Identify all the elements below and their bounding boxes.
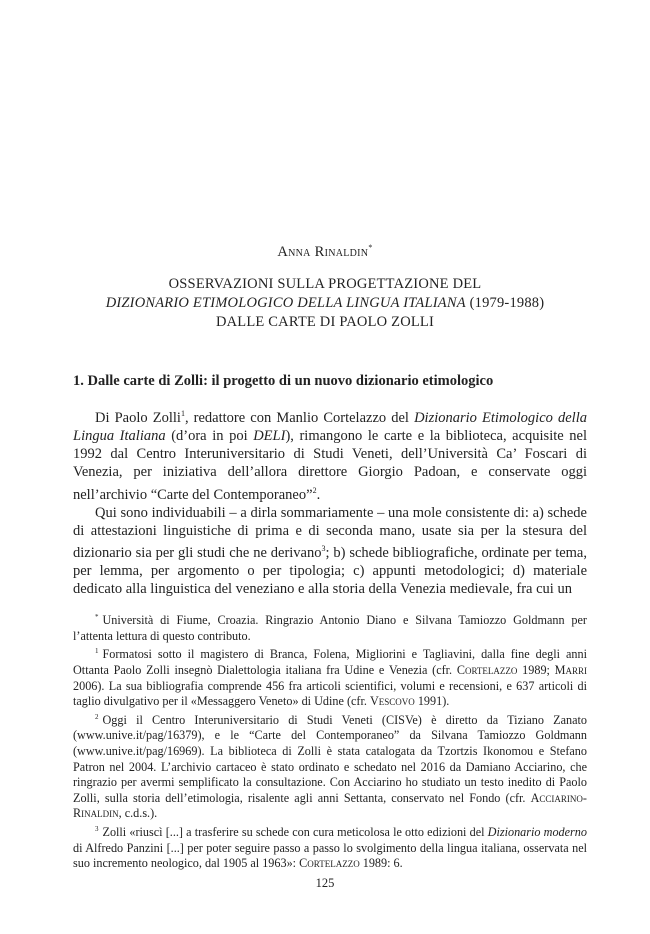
text-run: 1991). xyxy=(414,694,450,709)
footnote-mark: 1 xyxy=(95,647,99,656)
footnotes xyxy=(73,610,587,872)
footnote-ref-2: 2 xyxy=(312,485,317,495)
abbreviation-italic: DELI xyxy=(253,428,286,445)
text-run: di Alfredo Panzini [...] per poter seguire passo a passo lo svolgimento della lingua italiana, osservata nel suo incremento neologico, dal 1905 al 1963»: xyxy=(73,840,587,871)
title-line-2 xyxy=(0,294,650,313)
citation-author: Cortelazzo xyxy=(299,856,360,871)
dictionary-title-italic: Dizionario Etimologico della Lingua Italiana xyxy=(73,409,587,445)
title-line-1: OSSERVAZIONI SULLA PROGETTAZIONE DEL xyxy=(168,276,482,292)
text-run: , c.d.s.). xyxy=(118,806,158,821)
citation-author: Vescovo xyxy=(369,694,415,709)
text-run: Zolli «riuscì [...] a trasferire su schede con cura meticolosa le otto edizioni del xyxy=(102,824,488,839)
title-years: (1979-1988) xyxy=(465,295,545,311)
text-run: 1989; xyxy=(517,662,555,677)
text-run: Oggi il Centro Interuniversitario di Studi Veneti (CISVe) è diretto da Tiziano Zanato (www.unive.it/pag/16379), e le “Carte del Contemporaneo” da Silvana Tamiozzo Goldmann (www.unive.it/pag/16969). La biblioteca di Zolli è stata catalogata da Tzortzis Ikonomou e Stefano Patron nel 2004. L’archivio cartaceo è stato ordinato e schedato nel 2016 da Damiano Acciarino, che ringrazio per avermi semplificato la consultazione. Con Acciarino ho studiato un testo inedito di Paolo Zolli, sulla storia dell’etimologia, risalente agli anni Settanta, conservato nel Fondo (cfr. xyxy=(73,712,587,805)
footnote-mark: 3 xyxy=(95,824,99,833)
citation-author: Acciarino-Rinaldin xyxy=(73,790,587,821)
text-run: 1989: 6. xyxy=(359,856,403,871)
footnote-3 xyxy=(73,822,587,872)
text-run: , redattore con Manlio Cortelazzo del xyxy=(184,409,415,426)
text-run: Di Paolo Zolli xyxy=(95,409,181,426)
title-dictionary-name: DIZIONARIO ETIMOLOGICO DELLA LINGUA ITALIANA xyxy=(105,295,466,311)
footnote-star xyxy=(73,610,587,644)
text-run: ; b) schede bibliografiche, ordinate per tema, per lemma, per argomento o per tipologia; c) appunti metodologici; d) materiale dedicato alla linguistica del veneziano e alla storia della Venezia medievale, fra cui un xyxy=(73,544,587,598)
footnote-mark: * xyxy=(95,613,99,621)
text-run: . xyxy=(316,486,321,503)
text-run: ), rimangono le carte e la biblioteca, acquisite nel 1992 dal Centro Interuniversitario di Studi Veneti, dell’Università Ca’ Foscari di Venezia, per iniziativa dell’allora direttore Giorgio Padoan, e conservate oggi nell’archivio “Carte del Contemporaneo” xyxy=(73,428,588,503)
text-run: 2006). La sua bibliografia comprende 456 fra articoli scientifici, volumi e recensioni, e 637 articoli di taglio divulgativo per il «Messaggero Veneto» di Udine (cfr. xyxy=(73,678,587,709)
footnote-ref-3: 3 xyxy=(321,544,326,554)
footnote-1 xyxy=(73,644,587,709)
text-run: (d’ora in poi xyxy=(165,428,254,445)
section-heading: 1. Dalle carte di Zolli: il progetto di un nuovo dizionario etimologico xyxy=(73,373,494,389)
book-title-italic: Dizionario moderno xyxy=(487,824,587,839)
body-text xyxy=(73,405,587,599)
title-line-3: DALLE CARTE DI PAOLO ZOLLI xyxy=(215,314,435,330)
author-footnote-mark: * xyxy=(368,243,373,252)
article-title xyxy=(0,275,650,332)
paragraph-1 xyxy=(73,405,587,504)
text-run: Qui sono individuabili – a dirla sommariamente – una mole consistente di: a) schede di attestazioni linguistiche di prima e di seconda mano, usate sia per la stesura del dizionario sia per gli studi che ne derivano xyxy=(73,504,587,561)
text-run: Formatosi sotto il magistero di Branca, Folena, Migliorini e Tagliavini, dalla fine degli anni Ottanta Paolo Zolli insegnò Dialettologia italiana fra Udine e Venezia (cfr. xyxy=(73,647,587,677)
paragraph-2 xyxy=(73,504,587,599)
citation-author: Marri xyxy=(554,662,587,677)
page-number: 125 xyxy=(315,876,335,890)
footnote-text: Università di Fiume, Croazia. Ringrazio Antonio Diano e Silvana Tamiozzo Goldmann per l’attenta lettura di questo contributo. xyxy=(73,613,587,643)
author-name: Anna Rinaldin xyxy=(277,243,369,260)
footnote-mark: 2 xyxy=(95,712,99,721)
author-line xyxy=(0,243,650,261)
citation-author: Cortelazzo xyxy=(456,662,518,677)
footnote-ref-1: 1 xyxy=(180,409,185,418)
footnote-2 xyxy=(73,710,587,822)
